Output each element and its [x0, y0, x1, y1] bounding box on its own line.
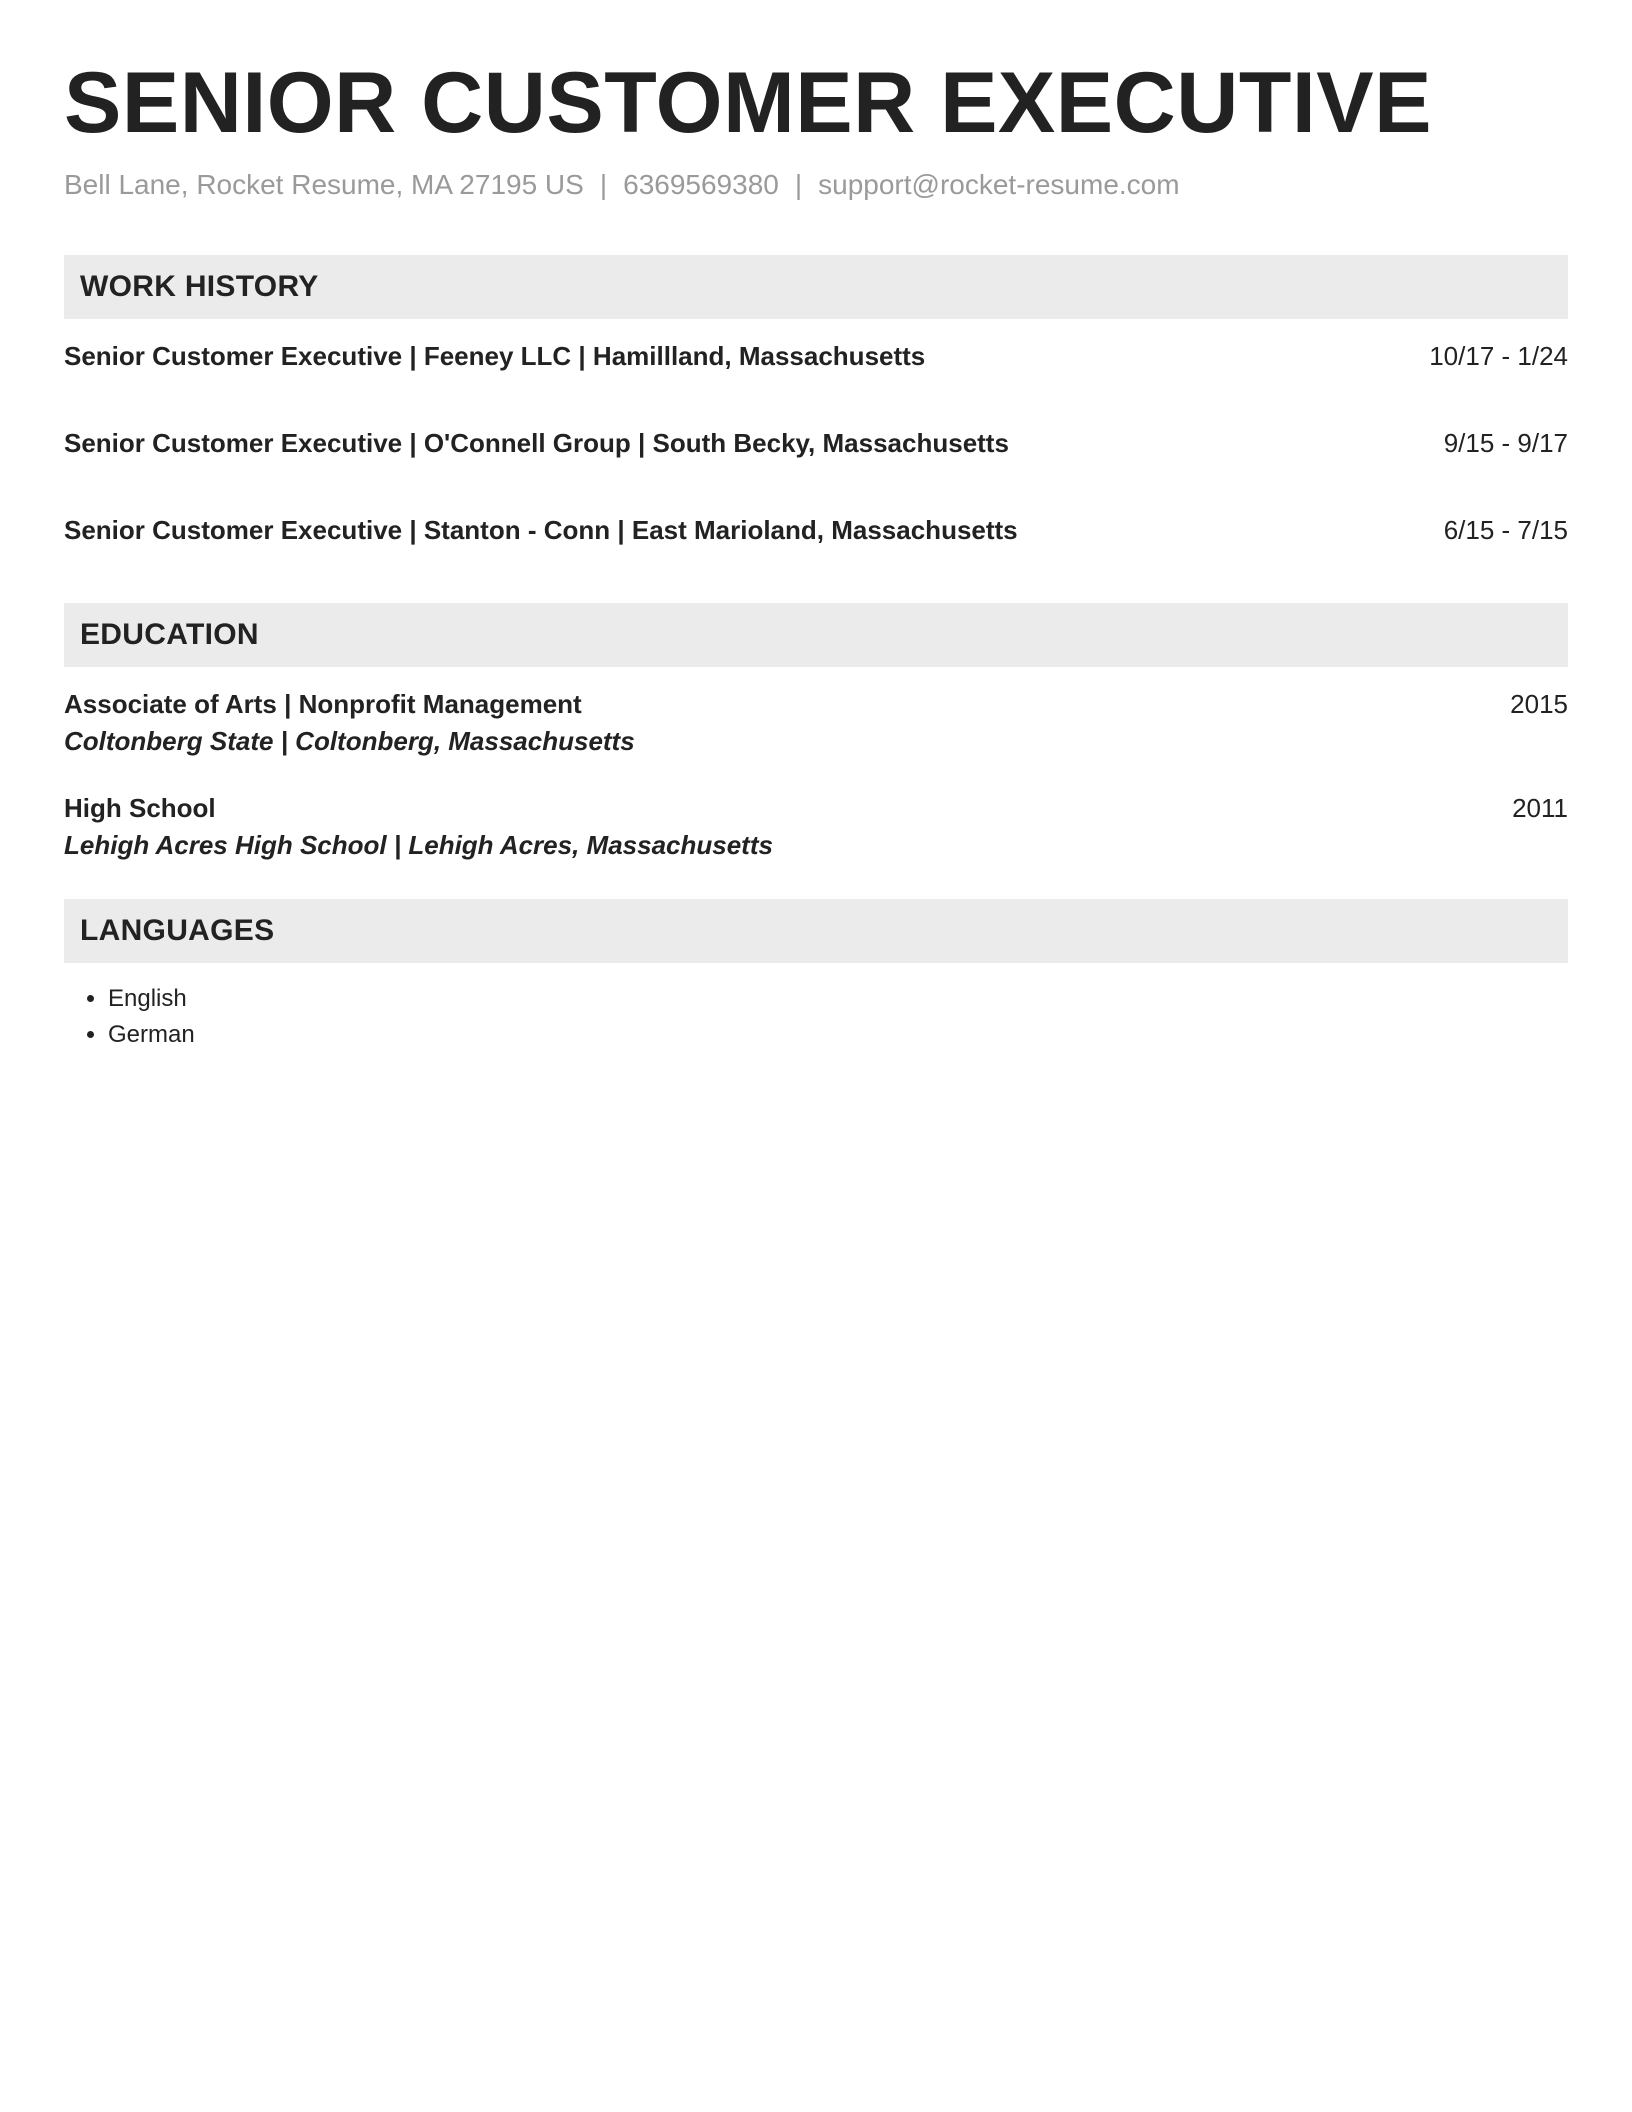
education-year: 2015 — [1510, 689, 1568, 720]
work-entry — [64, 341, 1568, 428]
work-dates: 9/15 - 9/17 — [1443, 428, 1568, 459]
contact-separator: | — [794, 169, 803, 201]
language-item: • German — [108, 1017, 1568, 1053]
education-school: Lehigh Acres High School | Lehigh Acres, Massachusetts — [64, 830, 773, 861]
language-item: • English — [108, 981, 1568, 1017]
languages-heading: LANGUAGES — [80, 914, 275, 948]
education-heading: EDUCATION — [80, 618, 259, 652]
work-entry — [64, 428, 1568, 515]
section-header — [64, 603, 1568, 667]
contact-email: support@rocket-resume.com — [818, 169, 1180, 201]
languages-section — [64, 899, 1568, 1053]
education-entry — [64, 689, 1568, 757]
education-section — [64, 603, 1568, 861]
section-header — [64, 899, 1568, 963]
section-header — [64, 255, 1568, 319]
work-position: Senior Customer Executive | Feeney LLC | Hamillland, Massachusetts — [64, 341, 926, 372]
education-degree: High School — [64, 793, 216, 824]
contact-address: Bell Lane, Rocket Resume, MA 27195 US — [64, 169, 584, 201]
work-history-list — [64, 319, 1568, 565]
contact-separator: | — [599, 169, 608, 201]
work-history-heading: WORK HISTORY — [80, 270, 319, 304]
work-history-section — [64, 255, 1568, 565]
work-position: Senior Customer Executive | O'Connell Group | South Becky, Massachusetts — [64, 428, 1009, 459]
languages-list — [64, 963, 1568, 1053]
education-year: 2011 — [1512, 793, 1568, 824]
resume-name-title: SENIOR CUSTOMER EXECUTIVE — [64, 55, 1433, 151]
contact-phone: 6369569380 — [623, 169, 779, 201]
education-list — [64, 667, 1568, 861]
work-dates: 6/15 - 7/15 — [1443, 515, 1568, 546]
education-degree: Associate of Arts | Nonprofit Management — [64, 689, 582, 720]
education-entry — [64, 793, 1568, 861]
work-entry — [64, 515, 1568, 565]
contact-line — [64, 169, 1568, 201]
education-school: Coltonberg State | Coltonberg, Massachusetts — [64, 726, 635, 757]
work-dates: 10/17 - 1/24 — [1429, 341, 1568, 372]
work-position: Senior Customer Executive | Stanton - Conn | East Marioland, Massachusetts — [64, 515, 1018, 546]
